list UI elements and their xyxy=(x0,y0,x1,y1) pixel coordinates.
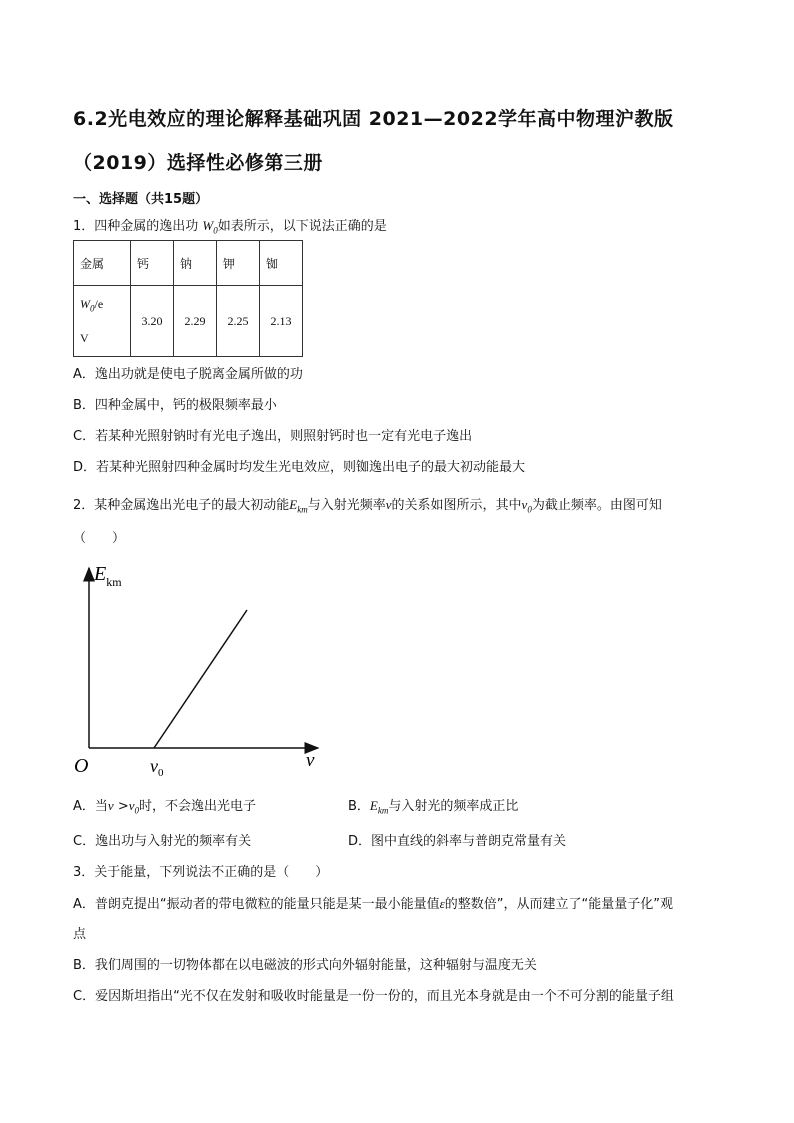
q1-stem xyxy=(73,218,387,236)
table-header-row xyxy=(74,241,303,286)
q1-option-d: D．若某种光照射四种金属时均发生光电效应，则铷逸出电子的最大初动能最大 xyxy=(73,460,526,475)
q2-ekm-symbol: $E_{km}$ xyxy=(289,497,308,515)
table-cell: 2.25 xyxy=(217,286,260,357)
y-axis-label: $E_{km}$ xyxy=(94,563,122,589)
q2-nu0-symbol: $\nu_0$ xyxy=(521,497,532,515)
q1-w0-symbol: $W_0$ xyxy=(202,218,218,236)
table-header-cell: 金属 xyxy=(74,241,131,286)
q2-nu-symbol: ν xyxy=(385,497,392,512)
table-header-cell: 铷 xyxy=(260,241,303,286)
q3-option-a: A．普朗克提出“振动者的带电微粒的能量只能是某一最小能量值ε的整数倍”，从而建立了“能量量子化”观 xyxy=(73,896,673,912)
q1-stem-rest: 如表所示，以下说法正确的是 xyxy=(217,219,387,234)
q2-option-b: B．$E_{km}$与入射光的频率成正比 xyxy=(348,798,519,816)
table-cell: 2.13 xyxy=(260,286,303,357)
q2-option-a: A．当$\nu >\nu_0$时，不会逸出光电子 xyxy=(73,798,257,816)
q2-stem: 2．某种金属逸出光电子的最大初动能$E_{km}$与入射光频率ν的关系如图所示，其中$\nu_0$为截止频率。由图可知 xyxy=(73,497,662,515)
q1-stem-text: 1．四种金属的逸出功 xyxy=(73,219,199,234)
q1-option-b: B．四种金属中，钙的极限频率最小 xyxy=(73,398,277,413)
table-header-cell: 钙 xyxy=(131,241,174,286)
x-axis-label: v xyxy=(306,750,315,771)
x0-tick-label: $v_0$ xyxy=(150,756,164,779)
q3-option-c: C．爱因斯坦指出“光不仅在发射和吸收时能量是一份一份的，而且光本身就是由一个不可分割的能量子组 xyxy=(73,989,674,1004)
q2-option-d: D．图中直线的斜率与普朗克常量有关 xyxy=(348,834,567,849)
document-title-line2: （2019）选择性必修第三册 xyxy=(73,152,323,174)
q2-answer-paren: （ ） xyxy=(73,531,126,546)
table-cell: 2.29 xyxy=(174,286,217,357)
table-header-cell: 钾 xyxy=(217,241,260,286)
q2-option-c: C．逸出功与入射光的频率有关 xyxy=(73,834,252,849)
table-cell: 3.20 xyxy=(131,286,174,357)
q2-ekm-frequency-graph xyxy=(70,558,330,780)
work-function-table xyxy=(73,240,303,357)
ekm-line xyxy=(154,610,247,748)
q3-stem: 3．关于能量，下列说法不正确的是（ ） xyxy=(73,865,329,880)
q1-option-a: A．逸出功就是使电子脱离金属所做的功 xyxy=(73,367,303,382)
table-row-label: $W_0/e$ V xyxy=(74,286,131,357)
q3-option-b: B．我们周围的一切物体都在以电磁波的形式向外辐射能量，这种辐射与温度无关 xyxy=(73,958,537,973)
q1-option-c: C．若某种光照射钠时有光电子逸出，则照射钙时也一定有光电子逸出 xyxy=(73,429,473,444)
section-heading: 一、选择题（共15题） xyxy=(73,192,209,207)
document-title-line1: 6.2光电效应的理论解释基础巩固 2021—2022学年高中物理沪教版 xyxy=(73,108,674,130)
q3-option-a-cont: 点 xyxy=(73,927,87,942)
table-value-row xyxy=(74,286,303,357)
table-header-cell: 钠 xyxy=(174,241,217,286)
origin-label: O xyxy=(74,755,89,777)
